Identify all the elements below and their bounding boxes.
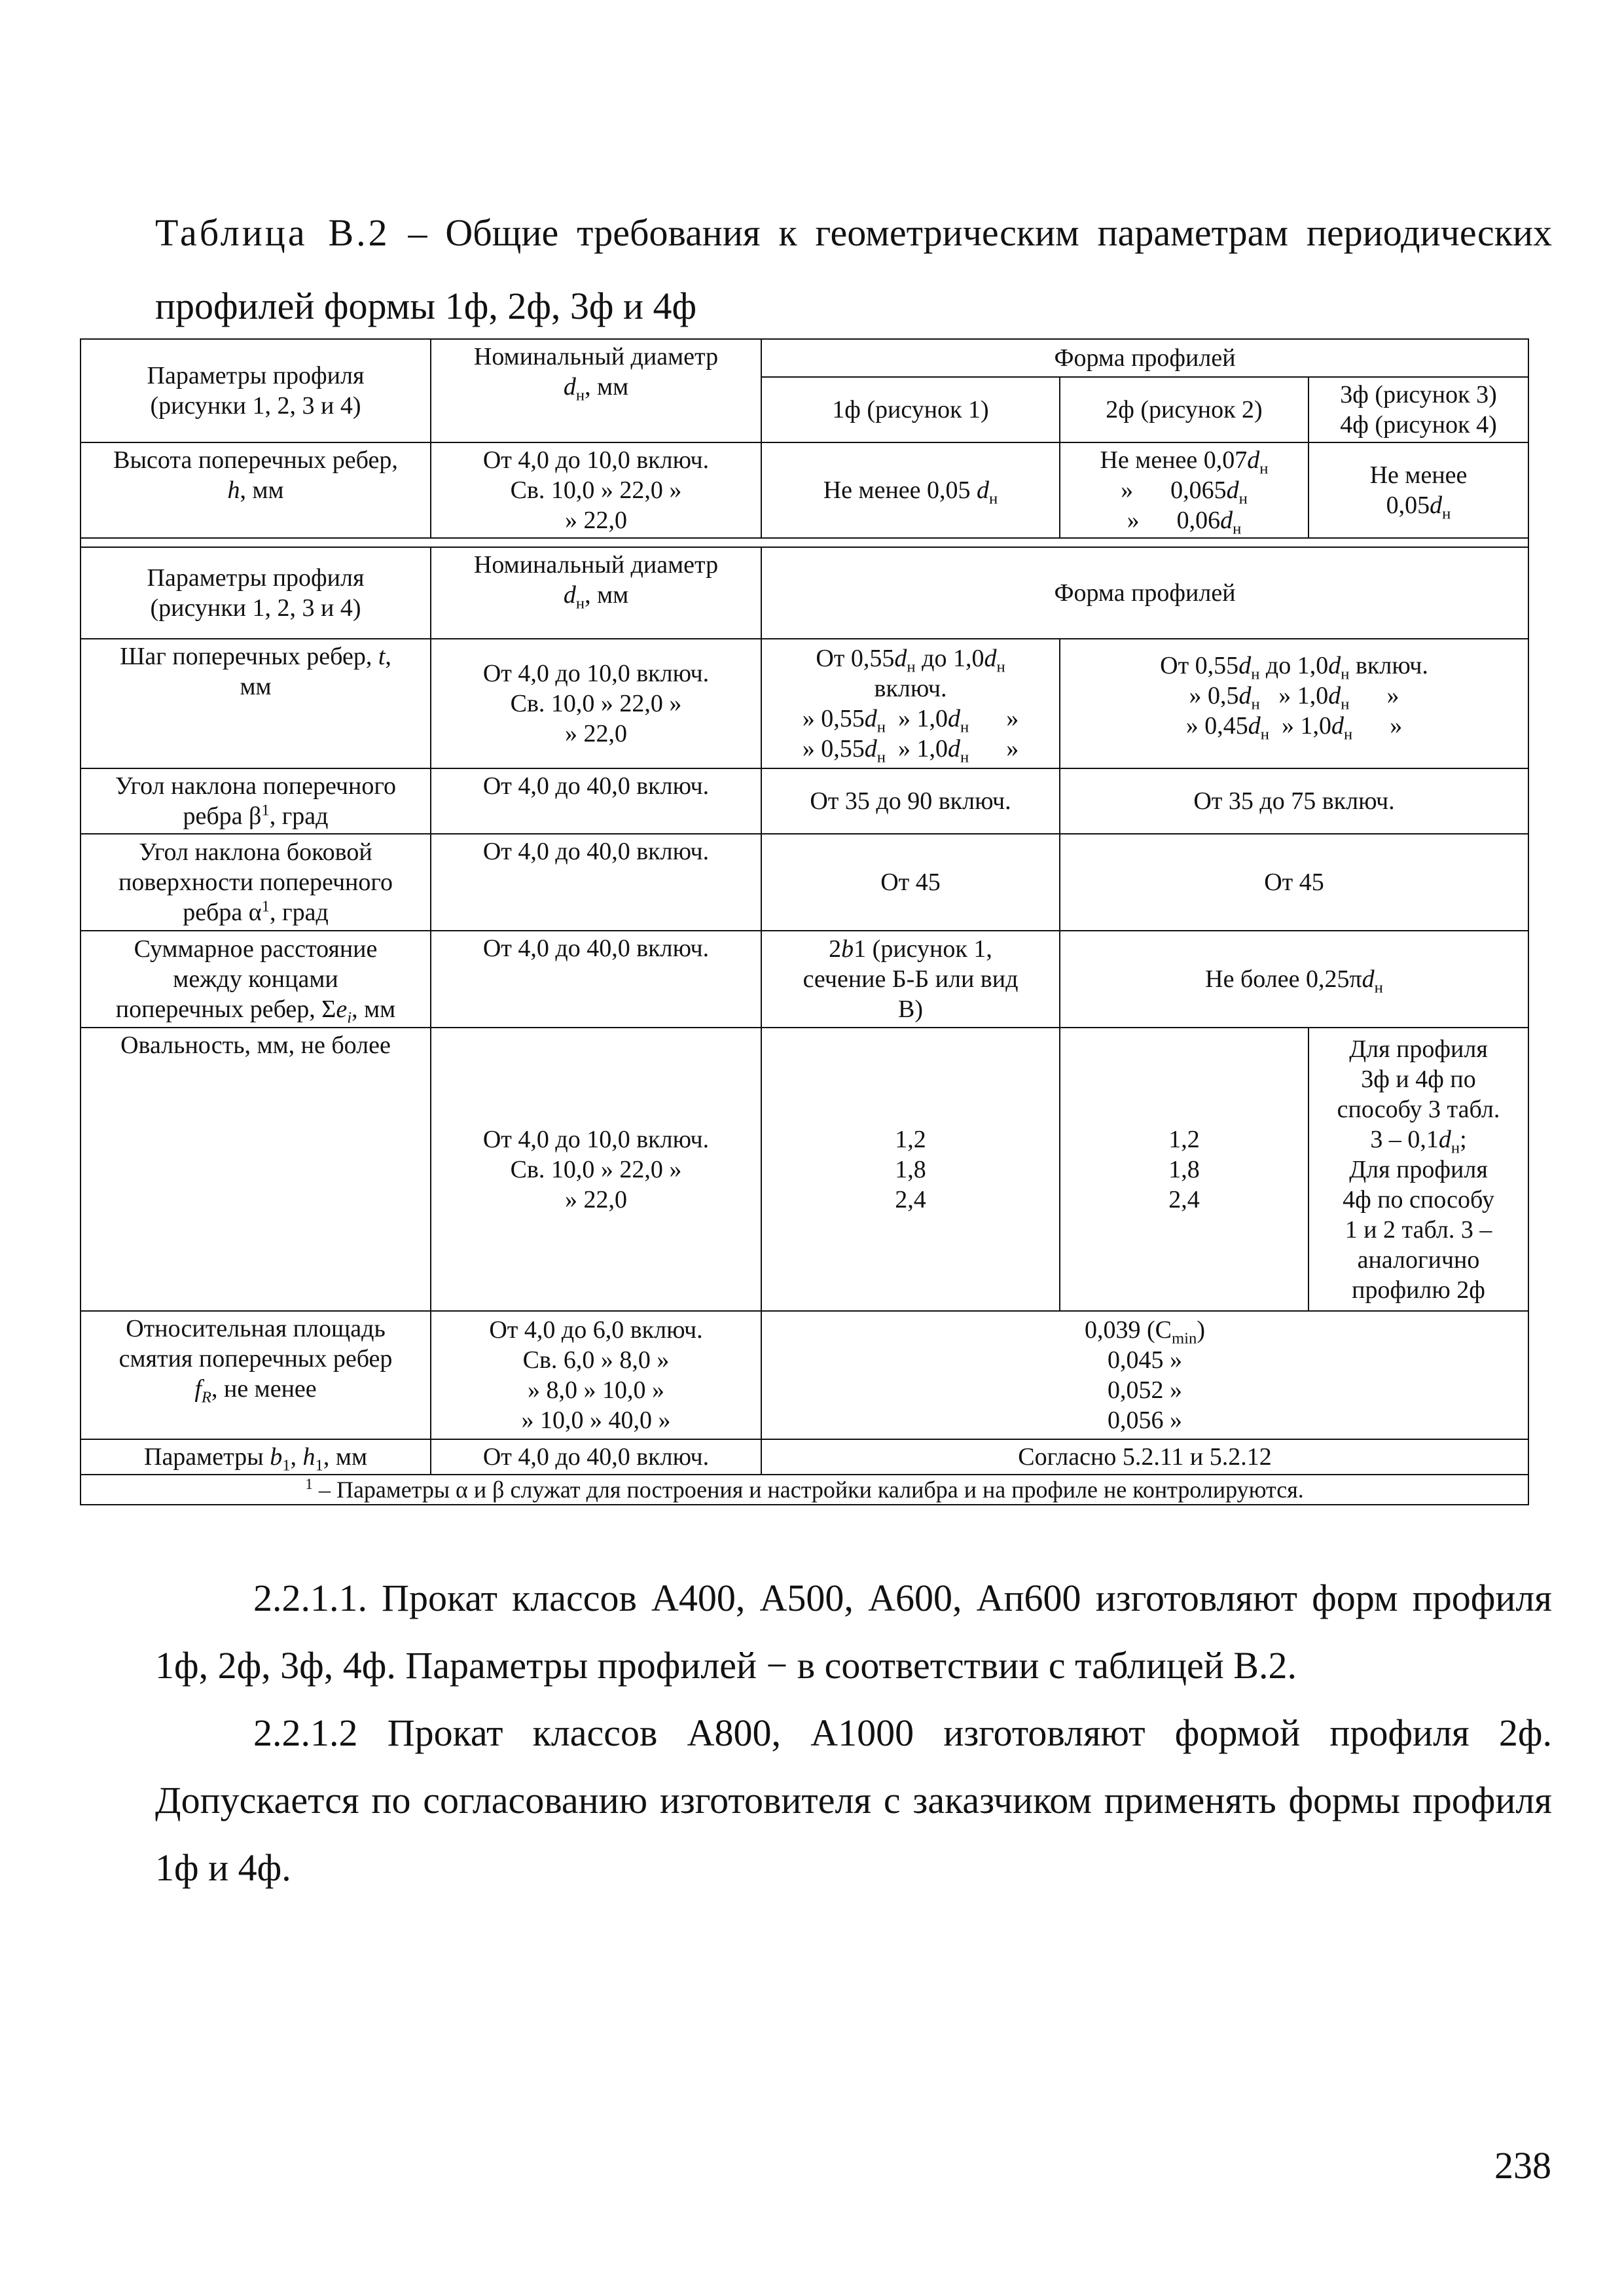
pitch-f234-cell (1060, 639, 1528, 768)
height-param-line: h, мм (227, 476, 284, 504)
params-b1h1-cell: Параметры $b_1$, $h_1$, мм (81, 1439, 431, 1475)
height-param-line: Высота поперечных ребер, (113, 446, 398, 474)
gap-sum-f1-line: В) (898, 996, 923, 1023)
header-param-line: (рисунки 1, 2, 3 и 4) (150, 392, 361, 420)
header2-diam-cell (431, 547, 761, 639)
area-param-line: смятия поперечных ребер (118, 1345, 393, 1372)
ovality-f1-cell (761, 1028, 1060, 1311)
height-f1-cell: Не менее 0,05 $d_н$ (761, 442, 1060, 538)
angle-side-param-cell (81, 834, 431, 931)
height-f34-cell (1308, 442, 1528, 538)
angle-side-param-line: ребра $\alpha^1$, град (183, 897, 329, 926)
angle-rib-param-cell (81, 768, 431, 834)
header-form-2f: 2ф (рисунок 2) (1060, 377, 1308, 442)
area-diam-line: От 4,0 до 6,0 включ. (489, 1316, 703, 1344)
gap-sum-f1-line: 2b1 (рисунок 1, (829, 935, 992, 963)
area-diam-line: » 8,0 » 10,0 » (528, 1376, 664, 1404)
header2-param-line: (рисунки 1, 2, 3 и 4) (150, 594, 361, 622)
ovality-param-cell: Овальность, мм, не более (81, 1028, 431, 1311)
angle-side-param-line: Угол наклона боковой (139, 838, 372, 866)
ovality-f34-line: аналогично (1357, 1246, 1480, 1274)
pitch-f1-line: » $0,55d_н$ » $1,0d_н$ » (802, 735, 1019, 766)
gap-sum-f1-cell (761, 931, 1060, 1028)
header-form-4f: 4ф (рисунок 4) (1340, 411, 1497, 439)
ovality-f34-line: профилю 2ф (1352, 1276, 1485, 1304)
height-f2-line: » $0,06d_н$ (1127, 507, 1242, 538)
gap-sum-f1-line: сечение Б-Б или вид (803, 965, 1019, 993)
area-diam-cell (431, 1311, 761, 1439)
pitch-f1-line: От $0,55d_н$ до $1,0d_н$ (816, 645, 1005, 676)
header2-param-line: Параметры профиля (147, 564, 365, 592)
ovality-f34-line: способу 3 табл. (1337, 1095, 1500, 1123)
page-number: 238 (1494, 2144, 1551, 2187)
angle-rib-param-line: ребра $\beta^1$, град (183, 801, 329, 830)
angle-rib-diam-cell: От 4,0 до 40,0 включ. (431, 768, 761, 834)
gap-sum-param-line: между концами (173, 965, 338, 993)
pitch-diam-line: От 4,0 до 10,0 включ. (482, 660, 710, 687)
ovality-f34-line: 3ф и 4ф по (1361, 1065, 1476, 1093)
pitch-f1-cell (761, 639, 1060, 768)
height-f34-line: $0,05d_н$ (1386, 492, 1451, 523)
table-gap (81, 538, 1528, 547)
pitch-f234-line: От $0,55d_н$ до $1,0d_н$ включ. (1160, 652, 1428, 683)
table-caption-text: – Общие требования к геометрическим параметрам периодических профилей формы 1ф, 2ф, 3ф и 4ф (155, 211, 1552, 327)
pitch-f1-line: включ. (874, 675, 947, 702)
header-param-cell (81, 339, 431, 442)
header-diam-line: Номинальный диаметр (473, 343, 719, 370)
ovality-f1-line: 1,2 (895, 1125, 926, 1153)
pitch-param-line: Шаг поперечных ребер, t, (120, 643, 391, 670)
angle-rib-f234-cell: От 35 до 75 включ. (1060, 768, 1528, 834)
height-diam-line: » 22,0 (565, 507, 627, 534)
paragraph: 2.2.1.1. Прокат классов А400, А500, А600, Ап600 изготовляют форм профиля 1ф, 2ф, 3ф, 4ф. Параметры профилей − в соответствии с таблицей В.2. (155, 1577, 1552, 1687)
ovality-f2-line: 2,4 (1168, 1185, 1200, 1213)
angle-side-param-line: поверхности поперечного (118, 869, 393, 896)
pitch-diam-line: » 22,0 (565, 720, 627, 747)
header-param-line: Параметры профиля (147, 362, 365, 389)
height-f2-cell (1060, 442, 1308, 538)
pitch-f234-line: » $0,5d_н$ » $1,0d_н$ » (1189, 682, 1399, 713)
body-text (155, 1564, 1552, 1901)
header-form-1f: 1ф (рисунок 1) (761, 377, 1060, 442)
pitch-param-cell (81, 639, 431, 768)
header-diam-cell (431, 339, 761, 442)
gap-sum-param-cell (81, 931, 431, 1028)
ovality-diam-line: Св. 10,0 » 22,0 » (510, 1155, 682, 1183)
params-b1h1-diam-cell: От 4,0 до 40,0 включ. (431, 1439, 761, 1475)
pitch-f1-line: » $0,55d_н$ » $1,0d_н$ » (802, 705, 1019, 736)
pitch-param-line: мм (240, 673, 272, 700)
area-value-line: 0,039 $(C_{min})$ (1084, 1316, 1206, 1348)
area-diam-line: » 10,0 » 40,0 » (521, 1407, 671, 1434)
pitch-f234-line: » $0,45d_н$ » $1,0d_н$ » (1185, 712, 1403, 744)
height-diam-cell (431, 442, 761, 538)
ovality-f2-cell (1060, 1028, 1308, 1311)
ovality-f34-line: 1 и 2 табл. 3 – (1344, 1215, 1492, 1244)
table-caption (155, 196, 1552, 343)
requirements-table (80, 338, 1529, 1505)
gap-sum-diam-cell: От 4,0 до 40,0 включ. (431, 931, 761, 1028)
height-f34-line: Не менее (1369, 461, 1468, 489)
gap-sum-param-line: Суммарное расстояние (134, 935, 378, 963)
angle-rib-f1-cell: От 35 до 90 включ. (761, 768, 1060, 834)
pitch-diam-line: Св. 10,0 » 22,0 » (510, 690, 682, 717)
header-diam-line: $d_н$, мм (563, 373, 629, 404)
area-diam-line: Св. 6,0 » 8,0 » (522, 1346, 670, 1374)
params-b1h1-value-cell: Согласно 5.2.11 и 5.2.12 (761, 1439, 1528, 1475)
area-values-cell (761, 1311, 1528, 1439)
height-param-cell (81, 442, 431, 538)
header2-forms-title: Форма профилей (761, 547, 1528, 639)
header2-param-cell (81, 547, 431, 639)
ovality-f34-line: $3 - 0,1d_н$; (1370, 1125, 1467, 1157)
angle-side-f1-cell: От 45 (761, 834, 1060, 931)
ovality-diam-cell (431, 1028, 761, 1311)
area-param-line: $f_R$, не менее (194, 1375, 317, 1407)
ovality-f34-line: 4ф по способу (1343, 1185, 1494, 1213)
ovality-diam-line: » 22,0 (565, 1185, 627, 1213)
paragraph: 2.2.1.2 Прокат классов А800, А1000 изготовляют формой профиля 2ф. Допускается по согласованию изготовителя с заказчиком применять формы профиля 1ф и 4ф. (155, 1712, 1552, 1889)
header-forms-title: Форма профилей (761, 339, 1528, 377)
table-caption-label: Таблица В.2 (155, 211, 390, 254)
ovality-diam-line: От 4,0 до 10,0 включ. (482, 1125, 710, 1153)
ovality-f34-cell (1308, 1028, 1528, 1311)
pitch-diam-cell (431, 639, 761, 768)
ovality-f34-line: Для профиля (1349, 1035, 1488, 1063)
ovality-f34-line: Для профиля (1349, 1155, 1488, 1183)
gap-sum-f234-cell: Не более $0,25\pi d_н$ (1060, 931, 1528, 1028)
ovality-f2-line: 1,2 (1168, 1125, 1200, 1153)
angle-side-diam-cell: От 4,0 до 40,0 включ. (431, 834, 761, 931)
ovality-f1-line: 2,4 (895, 1185, 926, 1213)
angle-rib-param-line: Угол наклона поперечного (115, 772, 397, 800)
header-form-3f-4f (1308, 377, 1528, 442)
header2-diam-line: $d_н$, мм (563, 581, 629, 613)
area-param-line: Относительная площадь (126, 1315, 386, 1342)
ovality-f1-line: 1,8 (895, 1155, 926, 1183)
area-value-line: 0,045 » (1108, 1346, 1183, 1374)
height-f2-line: » $0,065d_н$ (1121, 476, 1248, 508)
header2-diam-line: Номинальный диаметр (473, 551, 719, 579)
gap-sum-param-line: поперечных ребер, $\Sigma e_i$, мм (115, 996, 396, 1027)
header-form-3f: 3ф (рисунок 3) (1340, 381, 1497, 408)
height-diam-line: Св. 10,0 » 22,0 » (510, 476, 682, 504)
area-value-line: 0,052 » (1108, 1376, 1183, 1404)
table-footnote: $^1$ – Параметры α и β служат для построения и настройки калибра и на профиле не контролируются. (81, 1475, 1528, 1505)
height-diam-line: От 4,0 до 10,0 включ. (482, 446, 710, 474)
angle-side-f234-cell: От 45 (1060, 834, 1528, 931)
ovality-f2-line: 1,8 (1168, 1155, 1200, 1183)
area-param-cell (81, 1311, 431, 1439)
area-value-line: 0,056 » (1108, 1407, 1183, 1434)
height-f2-line: Не менее $0,07d_н$ (1100, 446, 1269, 478)
